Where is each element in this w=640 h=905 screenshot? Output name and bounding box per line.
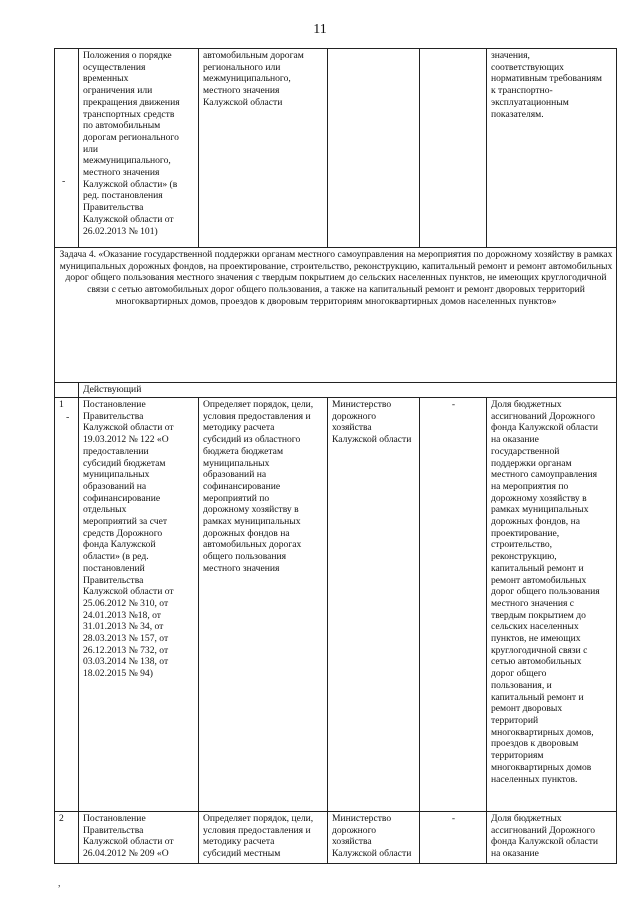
page-number: 11 [313,22,327,37]
indicator-text: Доля бюджетных ассигнований Дорожного фонда Калужской области на оказание государственной поддержки органам местного самоуправления на мероприятия по дорожному хозяйству в рамках муниципальных дорожных фондов, на проектирование, строительство, реконструкцию, капитальный ремонт и ремонт автомобильных дорог общего пользования местного значения с твердым покрытием до сельских населенных пунктов, не имеющих круглогодичной связи с сетью автомобильных дорог общего пользования, и капитальный ремонт и ремонт дворовых территорий многоквартирных домов, проездов к дворовым территориям многоквартирных домов населенных пунктов. [491,399,600,785]
margin-mark: , [58,878,61,889]
act-description-text: автомобильным дорогам регионального или межмуниципального, местного значения Калужской области [203,50,304,108]
act-title-cell [79,398,199,812]
indicator-cell [487,812,617,864]
act-description-text: Определяет порядок, цели, условия предоставления и методику расчета субсидий местным [203,813,314,860]
indicator-cell [487,49,617,248]
table-row [55,49,617,248]
executor-cell [328,812,420,864]
act-title-text: Положения о порядке осуществления временных ограничения или прекращения движения транспортных средств по автомобильным дорогам регионального или межмуниципального, местного значения Калужской области» (в ред. постановления Правительства Калужской области от 26.02.2013 № 101) [83,50,180,237]
deadline-cell: - [420,398,487,812]
deadline-cell: - [420,812,487,864]
act-title-cell [79,49,199,248]
act-description-cell [199,398,328,812]
indicator-text: значения, соответствующих нормативным требованиям к транспортно- эксплуатационным показателям. [491,50,602,120]
indicator-cell [487,398,617,812]
executor-text: Министерство дорожного хозяйства Калужской области [332,399,412,446]
margin-mark: - [62,176,66,187]
section-label: Действующий [79,383,617,398]
act-title-text: Постановление Правительства Калужской области от 19.03.2012 № 122 «О предоставлении субсидий бюджетам муниципальных образований на софинансирование отдельных мероприятий за счет средств Дорожного фонда Калужской области» (в ред. постановлений Правительства Калужской области от 25.06.2012 № 310, от 24.01.2013 №18, от 31.01.2013 № 34, от 28.03.2013 № 157, от 26.12.2013 № 732, от 03.03.2014 № 138, от 18.02.2015 № 94) [83,399,174,680]
executor-cell [328,398,420,812]
executor-text: Министерство дорожного хозяйства Калужской области [332,813,412,860]
table-row [55,398,617,812]
row-number: 2 [55,812,79,864]
indicator-text: Доля бюджетных ассигнований Дорожного фонда Калужской области на оказание [491,813,599,860]
measures-table [54,48,617,864]
task-heading: Задача 4. «Оказание государственной поддержки органам местного самоуправления на мероприятия по дорожному хозяйству в рамках муниципальных дорожных фондов, на проектирование, строительство, реконструкцию, капитальный ремонт и ремонт автомобильных дорог общего пользования местного значения с твердым покрытием до сельских населенных пунктов, не имеющих круглогодичной связи с сетью автомобильных дорог общего пользования, а также на капитальный ремонт и ремонт дворовых территорий многоквартирных домов, проездов к дворовым территориям многоквартирных домов населенных пунктов» [55,248,617,383]
deadline-cell [420,49,487,248]
executor-cell [328,49,420,248]
act-description-cell [199,49,328,248]
row-number: 1 [55,398,79,812]
act-title-text: Постановление Правительства Калужской области от 26.04.2012 № 209 «О [83,813,174,860]
row-number-cell [55,49,79,248]
act-description-text: Определяет порядок, цели, условия предоставления и методику расчета субсидий из областного бюджета бюджетам муниципальных образований на софинансирование мероприятий по дорожному хозяйству в рамках муниципальных дорожных фондов на автомобильных дорогах общего пользования местного значения [203,399,314,574]
section-row [55,383,617,398]
task-heading-row [55,248,617,383]
table-row [55,812,617,864]
section-empty-cell [55,383,79,398]
margin-mark: - [66,412,70,423]
act-title-cell [79,812,199,864]
act-description-cell [199,812,328,864]
